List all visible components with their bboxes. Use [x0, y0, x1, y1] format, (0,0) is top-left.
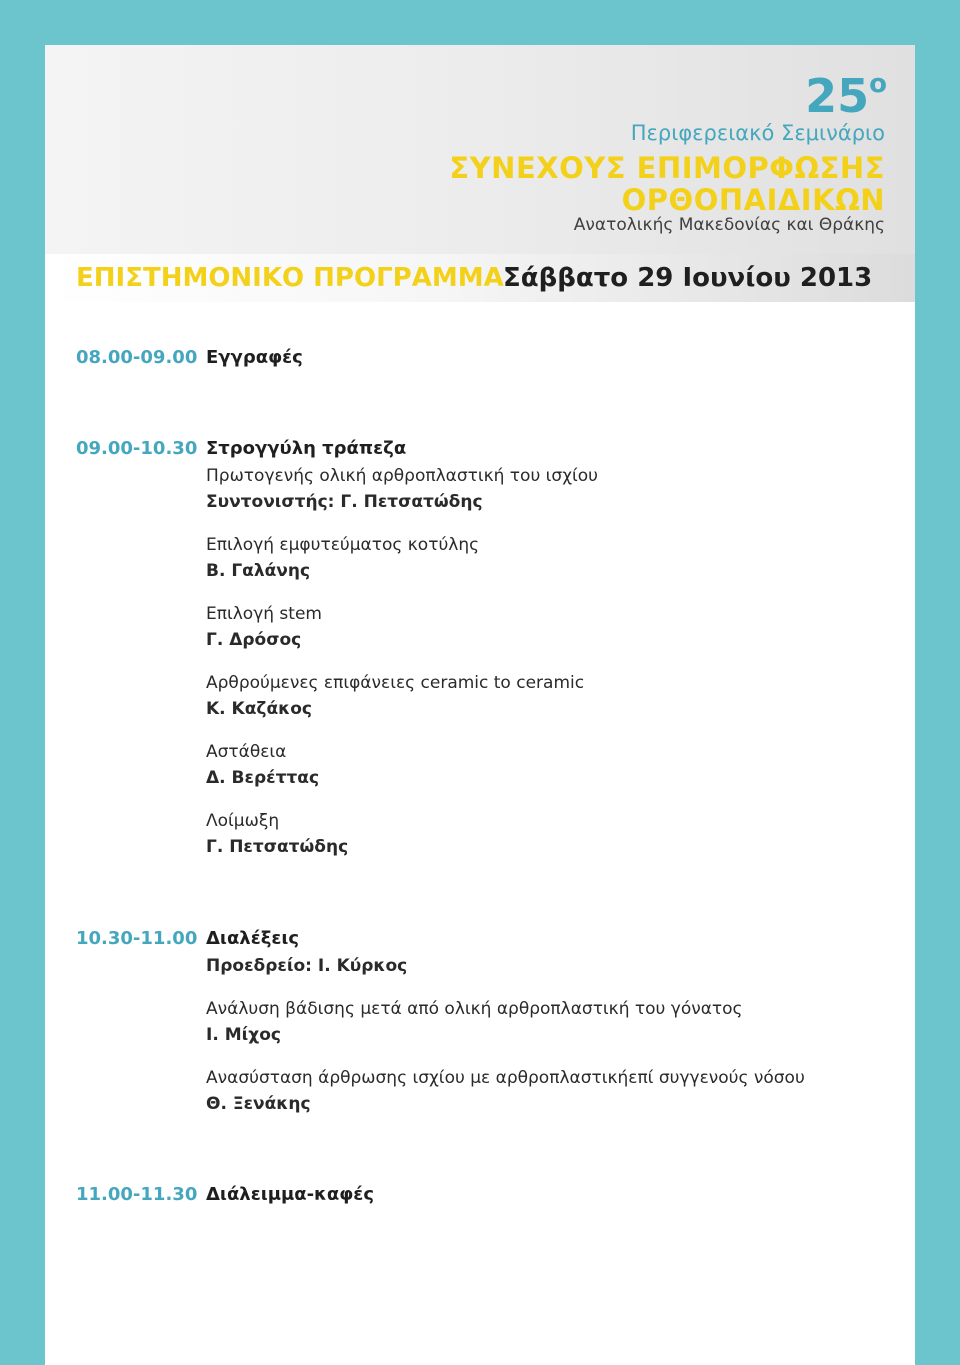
- region-label: Ανατολικής Μακεδονίας και Θράκης: [573, 215, 885, 235]
- talk-topic: Αρθρούμενες επιφάνειες ceramic to ceramic: [206, 673, 585, 693]
- talk-topic: Επιλογή εμφυτεύματος κοτύλης: [206, 535, 480, 555]
- session-title: Στρογγύλη τράπεζα: [206, 438, 407, 459]
- talk-speaker: Β. Γαλάνης: [206, 561, 311, 581]
- session-subtitle: Πρωτογενής ολική αρθροπλαστική του ισχίου: [206, 466, 599, 486]
- seminar-title-line1: ΣΥΝΕΧΟΥΣ ΕΠΙΜΟΡΦΩΣΗΣ: [449, 151, 885, 185]
- session-time: 08.00-09.00: [76, 347, 198, 368]
- talk-speaker: Γ. Δρόσος: [206, 630, 302, 650]
- edition-number: $25^o$: [805, 68, 887, 123]
- talk-speaker: Θ. Ξενάκης: [206, 1094, 311, 1114]
- talk-topic: Αστάθεια: [206, 742, 287, 762]
- edition-suffix: ο: [869, 68, 887, 99]
- talk-topic: Επιλογή stem: [206, 604, 322, 624]
- session-title: Διάλειμμα-καφές: [206, 1184, 374, 1205]
- session-title: Εγγραφές: [206, 347, 303, 368]
- session-chair: Συντονιστής: Γ. Πετσατώδης: [206, 492, 483, 512]
- talk-topic: Ανάλυση βάδισης μετά από ολική αρθροπλαστική του γόνατος: [206, 999, 743, 1019]
- session-time: 09.00-10.30: [76, 438, 198, 459]
- talk-speaker: Γ. Πετσατώδης: [206, 837, 349, 857]
- talk-topic: Ανασύσταση άρθρωσης ισχίου με αρθροπλαστικήεπί συγγενούς νόσου: [206, 1068, 805, 1088]
- seminar-label: Περιφερειακό Σεμινάριο: [630, 121, 885, 145]
- program-sheet: [45, 45, 915, 1365]
- session-title: Διαλέξεις: [206, 928, 300, 949]
- talk-speaker: Κ. Καζάκος: [206, 699, 312, 719]
- program-date: Σάββατο 29 Ιουνίου 2013: [503, 263, 873, 293]
- seminar-title-line2: ΟΡΘΟΠΑΙΔΙΚΩΝ: [621, 183, 885, 217]
- program-title: ΕΠΙΣΤΗΜΟΝΙΚΟ ΠΡΟΓΡΑΜΜΑ: [76, 263, 504, 293]
- session-chair: Προεδρείο: Ι. Κύρκος: [206, 956, 408, 976]
- session-time: 10.30-11.00: [76, 928, 198, 949]
- session-time: 11.00-11.30: [76, 1184, 198, 1205]
- talk-topic: Λοίμωξη: [206, 811, 280, 831]
- talk-speaker: Ι. Μίχος: [206, 1025, 281, 1045]
- talk-speaker: Δ. Βερέττας: [206, 768, 320, 788]
